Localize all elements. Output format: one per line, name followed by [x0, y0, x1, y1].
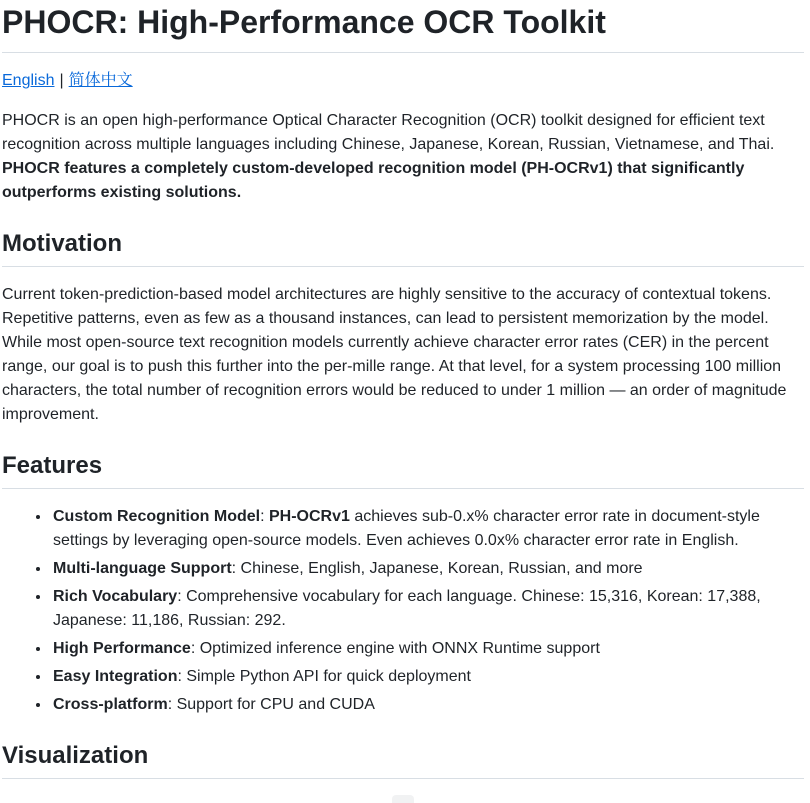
- bold-text-run: PH-OCRv1: [269, 508, 350, 525]
- text-run: : Simple Python API for quick deployment: [177, 668, 471, 685]
- section-heading-motivation: Motivation: [2, 229, 804, 267]
- bold-text-run: Easy Integration: [53, 668, 178, 685]
- features-list: [2, 505, 804, 717]
- language-link-english[interactable]: English: [2, 72, 55, 89]
- text-run: :: [260, 508, 269, 525]
- text-run: PHOCR is an open high-performance Optical Character Recognition (OCR) toolkit designed for efficient text recognition across multiple languages including Chinese, Japanese, Korean, Russian, Vietnamese, and Thai.: [2, 112, 775, 153]
- bold-text-run: Rich Vocabulary: [53, 588, 178, 605]
- text-run: : Support for CPU and CUDA: [167, 696, 375, 713]
- section-heading-features: Features: [2, 451, 804, 489]
- bold-text-run: PHOCR features a completely custom-developed recognition model (PH-OCRv1) that significantly outperforms existing solutions.: [2, 160, 745, 201]
- bold-text-run: Cross-platform: [53, 696, 168, 713]
- intro-paragraph: [2, 109, 804, 205]
- feature-list-item: [51, 505, 804, 553]
- feature-list-item: [51, 693, 804, 717]
- feature-list-item: [51, 557, 804, 581]
- language-switcher: [2, 69, 804, 93]
- section-heading-visualization: Visualization: [2, 741, 804, 779]
- text-run: : Comprehensive vocabulary for each language. Chinese: 15,316, Korean: 17,388, Japanese: 11,186, Russian: 292.: [53, 588, 761, 629]
- language-separator: |: [59, 72, 64, 89]
- motivation-paragraph: Current token-prediction-based model architectures are highly sensitive to the accuracy of contextual tokens. Repetitive patterns, even as few as a thousand instances, can lead to persistent memorization by the model. While most open-source text recognition models currently achieve character error rates (CER) in the percent range, our goal is to push this further into the per-mille range. At that level, for a system processing 100 million characters, the total number of recognition errors would be reduced to under 1 million — an order of magnitude improvement.: [2, 286, 787, 423]
- visualization-image-top-edge: [392, 795, 414, 803]
- text-run: : Chinese, English, Japanese, Korean, Russian, and more: [231, 560, 643, 577]
- language-link-simplified-chinese[interactable]: 简体中文: [68, 72, 133, 89]
- bold-text-run: High Performance: [53, 640, 191, 657]
- feature-list-item: [51, 585, 804, 633]
- feature-list-item: [51, 665, 804, 689]
- bold-text-run: Custom Recognition Model: [53, 508, 261, 525]
- bold-text-run: Multi-language Support: [53, 560, 232, 577]
- text-run: : Optimized inference engine with ONNX Runtime support: [190, 640, 600, 657]
- feature-list-item: [51, 637, 804, 661]
- page-title: PHOCR: High-Performance OCR Toolkit: [2, 2, 804, 53]
- text-run: achieves sub-0.x% character error rate in document-style settings by leveraging open-source models. Even achieves 0.0x% character error rate in English.: [53, 508, 760, 549]
